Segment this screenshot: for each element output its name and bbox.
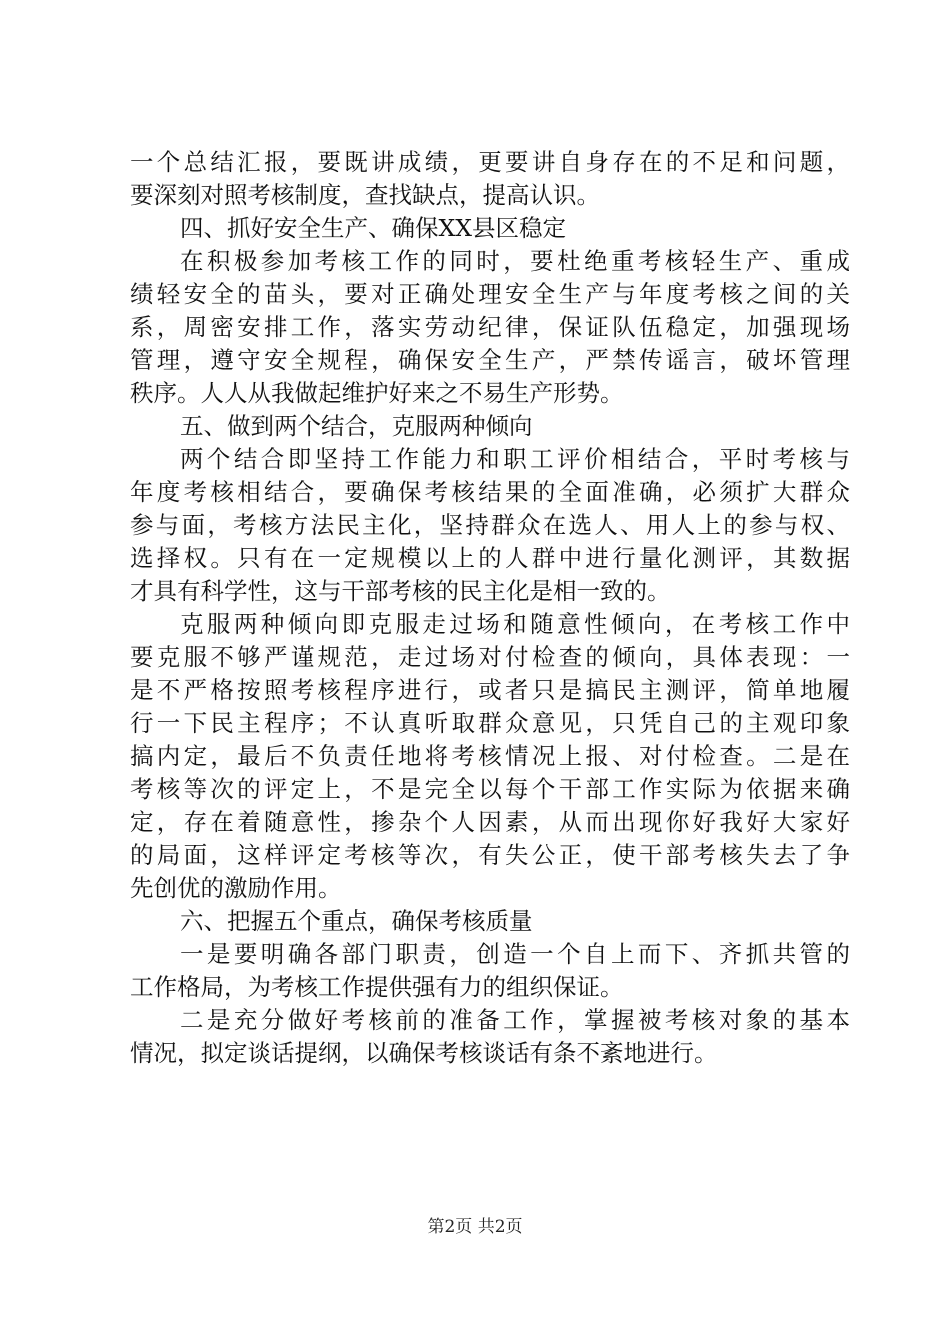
- text-line: 年度考核相结合，要确保考核结果的全面准确，必须扩大群众: [130, 478, 850, 506]
- text-line: 秩序。人人从我做起维护好来之不易生产形势。: [130, 379, 624, 407]
- text-line: 两个结合即坚持工作能力和职工评价相结合，平时考核与: [180, 445, 850, 473]
- text-line: 二是充分做好考核前的准备工作，掌握被考核对象的基本: [180, 1006, 850, 1034]
- text-line: 在积极参加考核工作的同时，要杜绝重考核轻生产、重成: [180, 247, 850, 275]
- text-line: 参与面，考核方法民主化，坚持群众在选人、用人上的参与权、: [130, 511, 850, 539]
- text-line: 选择权。只有在一定规模以上的人群中进行量化测评，其数据: [130, 544, 850, 572]
- document-body: [130, 146, 850, 1070]
- text-line: 克服两种倾向即克服走过场和随意性倾向，在考核工作中: [180, 610, 850, 638]
- text-line: 定，存在着随意性，掺杂个人因素，从而出现你好我好大家好: [130, 808, 850, 836]
- text-line: 先创优的激励作用。: [130, 874, 342, 902]
- text-line: 系，周密安排工作，落实劳动纪律，保证队伍稳定，加强现场: [130, 313, 850, 341]
- section-heading: 四、抓好安全生产、确保XX县区稳定: [180, 214, 566, 242]
- text-line: 绩轻安全的苗头，要对正确处理安全生产与年度考核之间的关: [130, 280, 850, 308]
- text-line: 管理，遵守安全规程，确保安全生产，严禁传谣言，破坏管理: [130, 346, 850, 374]
- text-line: 考核等次的评定上，不是完全以每个干部工作实际为依据来确: [130, 775, 850, 803]
- text-line: 一个总结汇报，要既讲成绩，更要讲自身存在的不足和问题，: [130, 148, 850, 176]
- section-heading: 六、把握五个重点，确保考核质量: [180, 907, 533, 935]
- text-line: 的局面，这样评定考核等次，有失公正，使干部考核失去了争: [130, 841, 850, 869]
- text-line: 要深刻对照考核制度，查找缺点，提高认识。: [130, 181, 600, 209]
- text-line: 搞内定，最后不负责任地将考核情况上报、对付检查。二是在: [130, 742, 850, 770]
- section-heading: 五、做到两个结合，克服两种倾向: [180, 412, 533, 440]
- text-line: 情况，拟定谈话提纲，以确保考核谈话有条不紊地进行。: [130, 1039, 718, 1067]
- text-line: 要克服不够严谨规范，走过场对付检查的倾向，具体表现：一: [130, 643, 850, 671]
- text-line: 工作格局，为考核工作提供强有力的组织保证。: [130, 973, 624, 1001]
- text-line: 才具有科学性，这与干部考核的民主化是相一致的。: [130, 577, 671, 605]
- text-line: 一是要明确各部门职责，创造一个自上而下、齐抓共管的: [180, 940, 850, 968]
- page-number: 第2页 共2页: [427, 1217, 523, 1237]
- text-line: 是不严格按照考核程序进行，或者只是搞民主测评，简单地履: [130, 676, 850, 704]
- text-line: 行一下民主程序；不认真听取群众意见，只凭自己的主观印象: [130, 709, 850, 737]
